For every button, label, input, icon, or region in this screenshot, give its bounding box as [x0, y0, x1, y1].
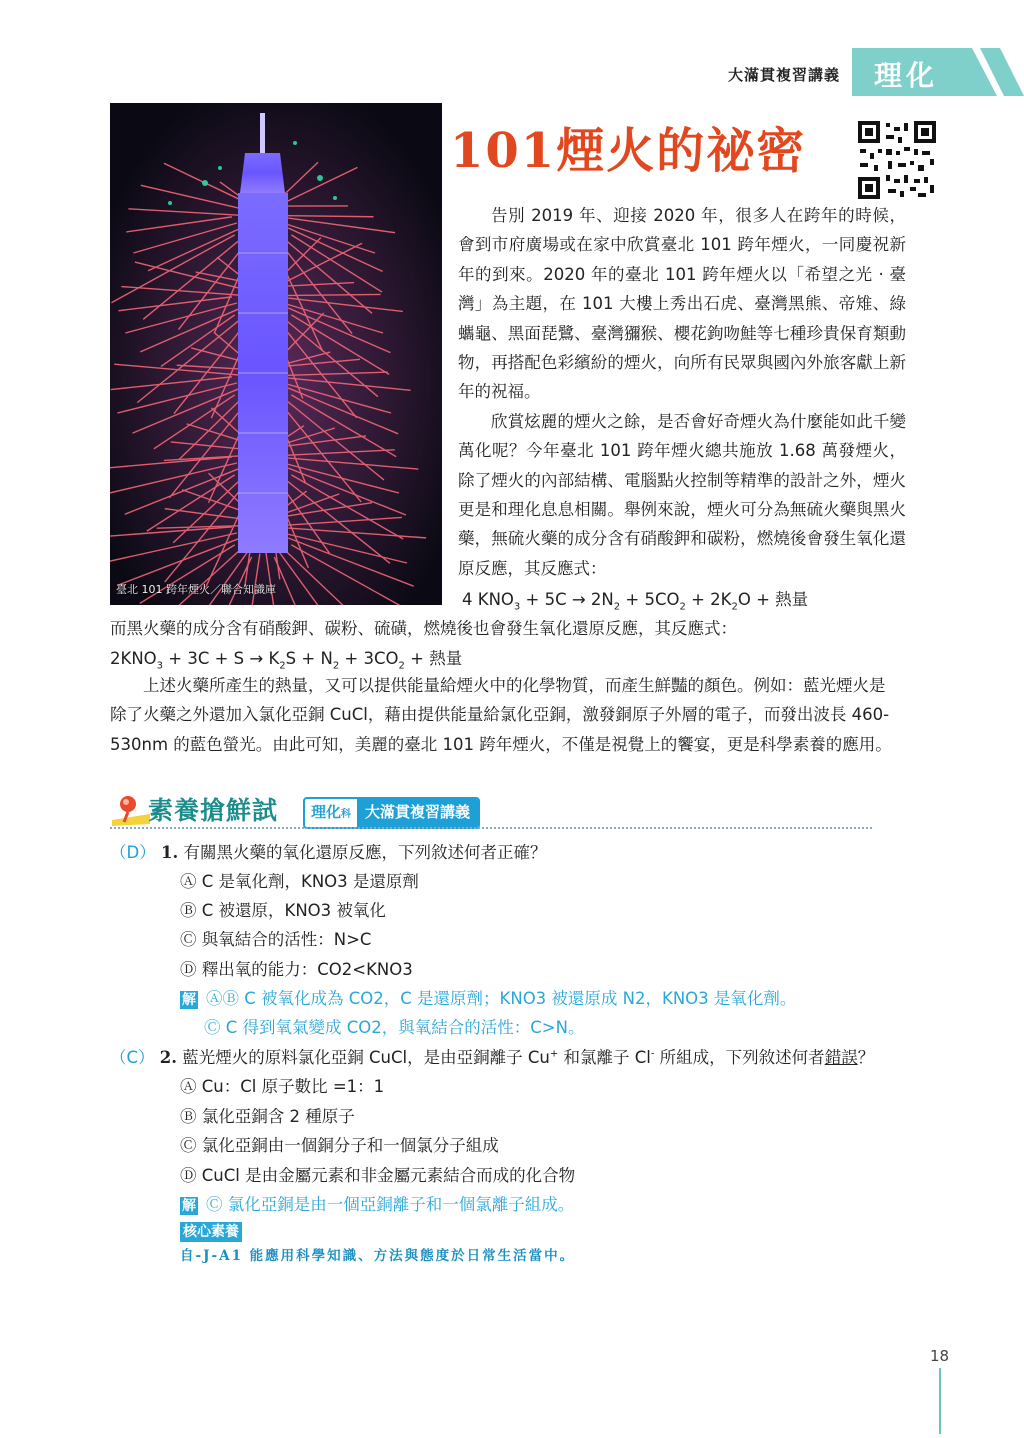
answer-1: （D）: [110, 843, 156, 862]
intro-paragraph-2: 欣賞炫麗的煙火之餘，是否會好奇煙火為什麼能如此千變萬化呢？今年臺北 101 跨年煙火總共施放 1.68 萬發煙火，除了煙火的內部結構、電腦點火控制等精準的設計之外，煙火更是和理化息息相關。舉例來說，煙火可分為無硫火藥與黑火藥，無硫火藥的成分含有硝酸鉀和碳粉，燃燒後會發生氧化還原反應，其反應式：: [458, 411, 906, 578]
q1-option-d: Ⓓ 釋出氧的能力：CO2<KNO3: [180, 960, 413, 979]
question-1: （D） 1. 有關黑火藥的氧化還原反應，下列敘述何者正確？: [110, 843, 547, 862]
page-number-rule: [939, 1368, 941, 1434]
badge-subject: 理化科: [311, 803, 352, 821]
section-divider: [110, 827, 872, 829]
intro-paragraph-1: 告別 2019 年、迎接 2020 年，很多人在跨年的時候，會到市府廣場或在家中欣賞臺北 101 跨年煙火，一同慶祝新年的到來。2020 年的臺北 101 跨年煙火以「希望之光 ‧ 臺灣」為主題，在 101 大樓上秀出石虎、臺灣黑熊、帝雉、綠蠵龜、黑面琵鷺、臺灣獼猴、櫻花鉤吻鮭等七種珍貴保育類動物，再搭配色彩繽紛的煙火，向所有民眾與國內外旅客獻上新年的祝福。: [458, 206, 906, 402]
question-1-stem: 有關黑火藥的氧化還原反應，下列敘述何者正確？: [183, 843, 547, 862]
q2-option-b: Ⓑ 氯化亞銅含 2 種原子: [180, 1107, 355, 1126]
equation-black-powder: $2KNO_3 + 3C + S \to K_2S + N_2 + 3CO_2$ + 熱量: [110, 649, 463, 672]
q2-option-c: Ⓒ 氯化亞銅由一個銅分子和一個氯分子組成: [180, 1136, 499, 1155]
q1-solution: 解 ⒶⒷ C 被氧化成為 CO2，C 是還原劑；KNO3 被還原成 N2，KNO3 是氧化劑。: [182, 989, 797, 1008]
qr-code-icon[interactable]: [858, 121, 936, 199]
q2-option-d: Ⓓ CuCl 是由金屬元素和非金屬元素結合而成的化合物: [180, 1166, 576, 1185]
fireworks-photo: [110, 103, 442, 605]
badge-book: 大滿貫複習講義: [357, 799, 478, 827]
core-competency-text: 自-J-A1 能應用科學知識、方法與態度於日常生活當中。: [180, 1248, 576, 1264]
q1-option-c: Ⓒ 與氧結合的活性：N>C: [180, 930, 372, 949]
article-title: 101煙火的祕密: [450, 123, 807, 179]
photo-caption: 臺北 101 跨年煙火／聯合知識庫: [116, 583, 276, 596]
section-title: 素養搶鮮試: [148, 796, 279, 825]
closing-paragraph-text: 上述火藥所產生的熱量，又可以提供能量給煙火中的化學物質，而產生鮮豔的顏色。例如：藍光煙火是除了火藥之外還加入氯化亞銅 CuCl，藉由提供能量給氯化亞銅，激發銅原子外層的電子，而發出波長 460-530nm 的藍色螢光。由此可知，美麗的臺北 101 跨年煙火，不僅是視覺上的饗宴，更是科學素養的應用。: [110, 676, 892, 754]
question-2: （C） 2. 藍光煙火的原料氯化亞銅 CuCl，是由亞銅離子 Cu+ 和氯離子 Cl- 所組成，下列敘述何者錯誤？: [110, 1048, 875, 1067]
equation-sulfurless: 4 $KNO_3 + 5C \to 2N_2 + 5CO_2 + 2K_2O$ + 熱量: [462, 590, 809, 613]
subject-tab: [852, 48, 1024, 96]
solution-tag: 解: [182, 992, 196, 1008]
q2-option-a: Ⓐ Cu：Cl 原子數比 =1：1: [180, 1077, 385, 1096]
pin-icon: [110, 790, 150, 832]
core-competency-tag: 核心素養: [180, 1222, 242, 1242]
book-title: 大滿貫複習講義: [728, 66, 841, 84]
closing-paragraph: [110, 671, 900, 759]
black-powder-line: 而黑火藥的成分含有硝酸鉀、碳粉、硫磺，燃燒後也會發生氧化還原反應，其反應式：: [110, 619, 737, 638]
subject-label: 理化: [874, 59, 939, 92]
q1-option-b: Ⓑ C 被還原，KNO3 被氧化: [180, 901, 386, 920]
book-badge: [303, 797, 480, 829]
q1-option-a: Ⓐ C 是氧化劑，KNO3 是還原劑: [180, 872, 419, 891]
q1-solution-line-2: Ⓒ C 得到氧氣變成 CO2，與氧結合的活性：C>N。: [204, 1018, 585, 1037]
answer-2: （C）: [110, 1048, 155, 1067]
solution-tag: 解: [182, 1198, 196, 1214]
q2-solution: 解 Ⓒ 氯化亞銅是由一個亞銅離子和一個氯離子組成。: [182, 1195, 575, 1214]
intro-text: [458, 201, 906, 583]
page-number: 18: [930, 1347, 950, 1365]
